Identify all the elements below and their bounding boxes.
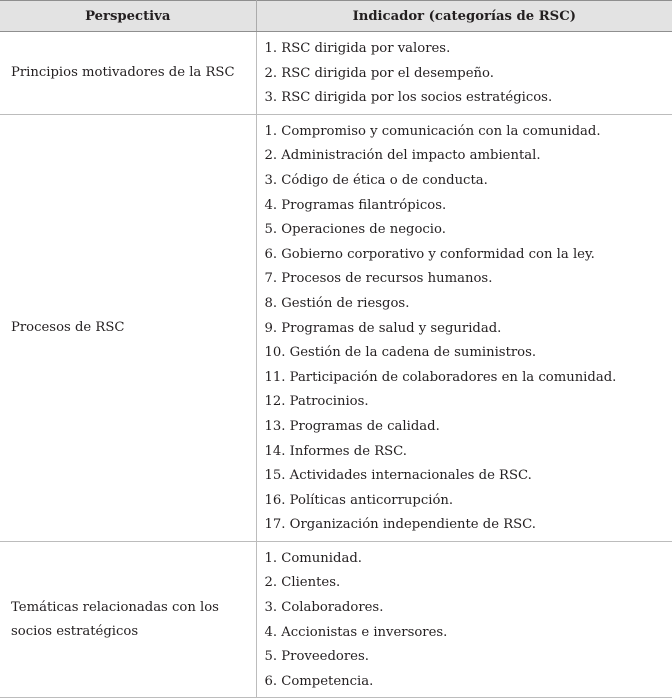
indicator-item: 5. Operaciones de negocio. — [265, 218, 672, 243]
indicator-item: 8. Gestión de riesgos. — [265, 292, 672, 317]
indicator-item: 4. Programas filantrópicos. — [265, 194, 672, 219]
indicator-item: 1. Compromiso y comunicación con la comunidad. — [265, 120, 672, 145]
table-row — [0, 32, 672, 115]
perspectiva-cell: Temáticas relacionadas con los socios estratégicos — [0, 541, 256, 698]
indicator-item: 5. Proveedores. — [265, 645, 672, 670]
table-row — [0, 541, 672, 698]
indicador-cell — [256, 32, 672, 115]
table-row — [0, 114, 672, 541]
indicator-list — [265, 120, 672, 538]
header-perspectiva: Perspectiva — [0, 1, 256, 32]
indicator-item: 17. Organización independiente de RSC. — [265, 513, 672, 538]
indicator-item: 7. Procesos de recursos humanos. — [265, 267, 672, 292]
indicator-item: 16. Políticas anticorrupción. — [265, 489, 672, 514]
indicador-cell — [256, 541, 672, 698]
indicator-item: 10. Gestión de la cadena de suministros. — [265, 341, 672, 366]
indicator-item: 3. Código de ética o de conducta. — [265, 169, 672, 194]
indicator-list — [265, 547, 672, 695]
indicator-item: 1. RSC dirigida por valores. — [265, 37, 672, 62]
indicator-item: 4. Accionistas e inversores. — [265, 621, 672, 646]
indicator-item: 15. Actividades internacionales de RSC. — [265, 464, 672, 489]
indicator-item: 11. Participación de colaboradores en la comunidad. — [265, 366, 672, 391]
indicator-item: 2. Clientes. — [265, 571, 672, 596]
indicator-item: 6. Gobierno corporativo y conformidad con la ley. — [265, 243, 672, 268]
indicator-item: 6. Competencia. — [265, 670, 672, 695]
indicator-item: 3. Colaboradores. — [265, 596, 672, 621]
indicator-item: 14. Informes de RSC. — [265, 440, 672, 465]
perspectiva-cell: Principios motivadores de la RSC — [0, 32, 256, 115]
indicador-cell — [256, 114, 672, 541]
indicator-item: 9. Programas de salud y seguridad. — [265, 317, 672, 342]
table-header-row — [0, 1, 672, 32]
indicator-item: 12. Patrocinios. — [265, 390, 672, 415]
indicator-item: 3. RSC dirigida por los socios estratégicos. — [265, 86, 672, 111]
indicator-item: 2. RSC dirigida por el desempeño. — [265, 62, 672, 87]
table-body — [0, 32, 672, 698]
perspectiva-cell: Procesos de RSC — [0, 114, 256, 541]
indicator-list — [265, 37, 672, 111]
indicator-item: 2. Administración del impacto ambiental. — [265, 144, 672, 169]
indicator-item: 1. Comunidad. — [265, 547, 672, 572]
indicator-item: 13. Programas de calidad. — [265, 415, 672, 440]
header-indicador: Indicador (categorías de RSC) — [256, 1, 672, 32]
